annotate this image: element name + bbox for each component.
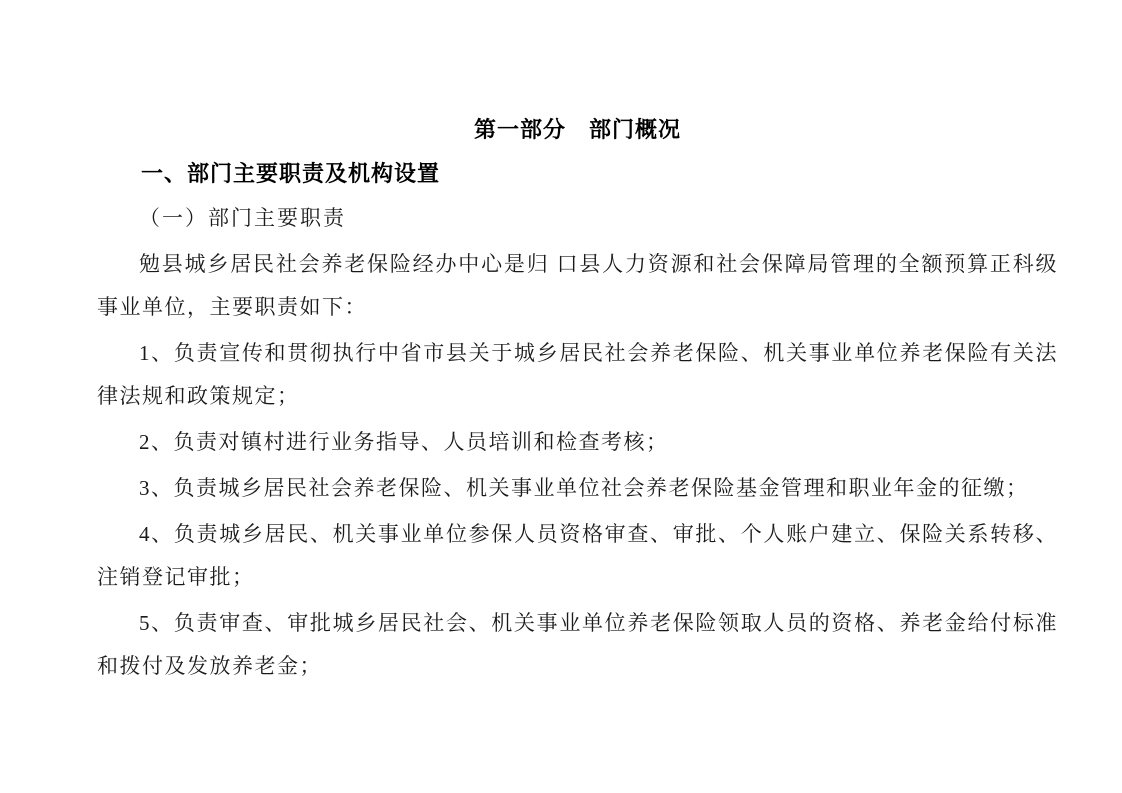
subsection-heading: （一）部门主要职责: [139, 206, 346, 230]
paragraph-intro: 勉县城乡居民社会养老保险经办中心是归 口县人力资源和社会保障局管理的全额预算正科级事业单位，主要职责如下：: [97, 252, 1058, 319]
paragraph-duty-5: 5、负责审查、审批城乡居民社会、机关事业单位养老保险领取人员的资格、养老金给付标准和拨付及发放养老金；: [97, 611, 1058, 678]
page-title: 第一部分 部门概况: [473, 117, 681, 142]
paragraph-duty-1: 1、负责宣传和贯彻执行中省市县关于城乡居民社会养老保险、机关事业单位养老保险有关法律法规和政策规定；: [97, 341, 1058, 408]
paragraph-duty-4: 4、负责城乡居民、机关事业单位参保人员资格审查、审批、个人账户建立、保险关系转移、注销登记审批；: [97, 522, 1058, 589]
paragraph-duty-3: 3、负责城乡居民社会养老保险、机关事业单位社会养老保险基金管理和职业年金的征缴；: [139, 476, 1029, 500]
section-heading: 一、部门主要职责及机构设置: [141, 161, 441, 186]
paragraph-duty-2: 2、负责对镇村进行业务指导、人员培训和检查考核；: [139, 430, 669, 454]
